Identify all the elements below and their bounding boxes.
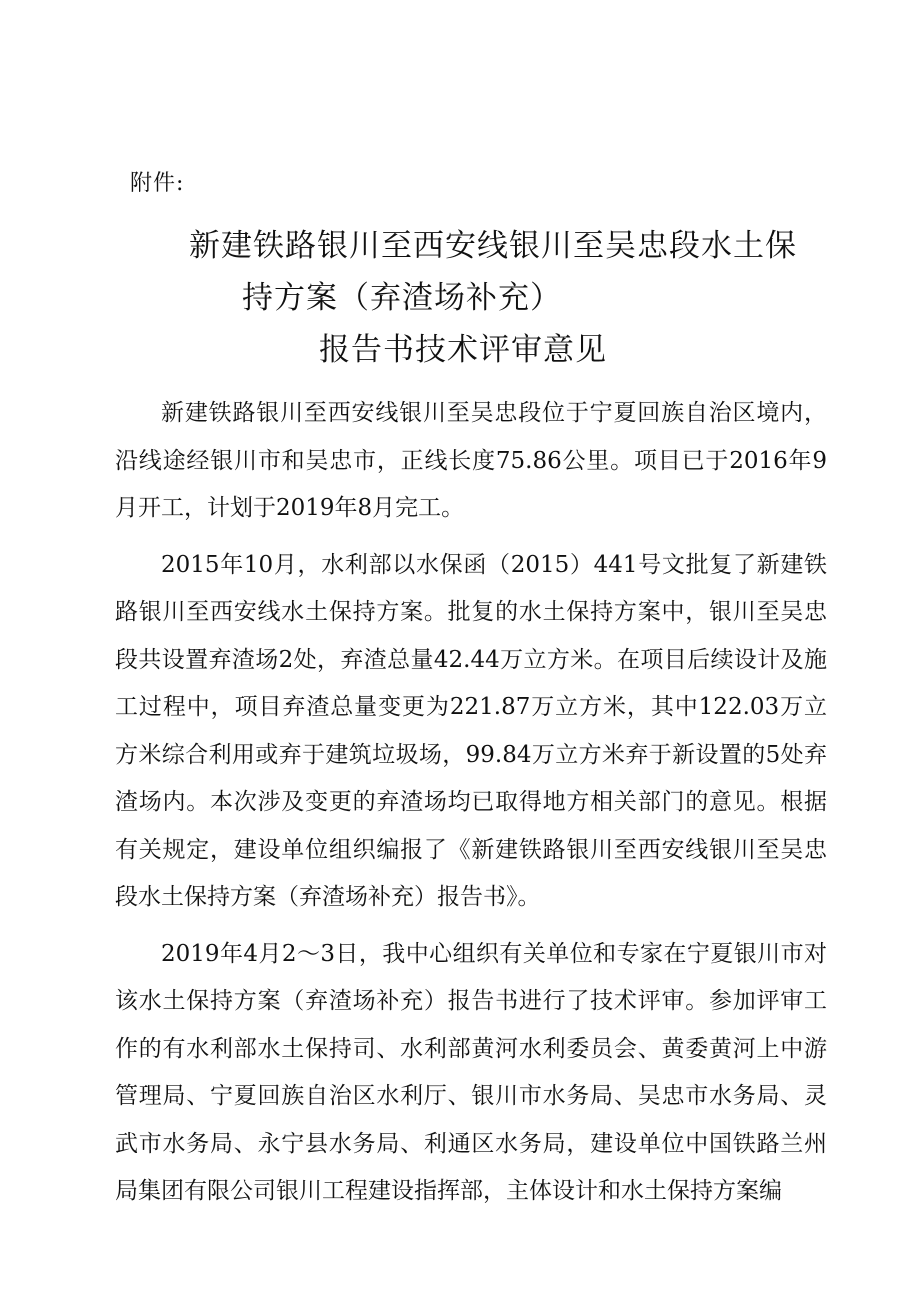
paragraph-project-overview: 新建铁路银川至西安线银川至吴忠段位于宁夏回族自治区境内，沿线途经银川市和吴忠市，正线长度75.86公里。项目已于2016年9月开工，计划于2019年8月完工。: [115, 400, 827, 521]
paragraph-review-meeting: 2019年4月2～3日，我中心组织有关单位和专家在宁夏银川市对该水土保持方案（弃渣场补充）报告书进行了技术评审。参加评审工作的有水利部水土保持司、水利部黄河水利委员会、黄委黄河上中游管理局、宁夏回族自治区水利厅、银川市水务局、吴忠市水务局、灵武市水务局、永宁县水务局、利通区水务局，建设单位中国铁路兰州局集团有限公司银川工程建设指挥部，主体设计和水土保持方案编: [115, 940, 827, 1204]
document-title-line-1: 新建铁路银川至西安线银川至吴忠段水土保: [189, 228, 797, 264]
document-title-line-2: 持方案（弃渣场补充）: [242, 280, 562, 316]
document-title-line-3: 报告书技术评审意见: [319, 332, 607, 368]
attachment-label: 附件:: [130, 171, 185, 196]
document-body: [115, 390, 827, 1225]
paragraph-approval-history: 2015年10月，水利部以水保函（2015）441号文批复了新建铁路银川至西安线水土保持方案。批复的水土保持方案中，银川至吴忠段共设置弃渣场2处，弃渣总量42.44万立方米。在项目后续设计及施工过程中，项目弃渣总量变更为221.87万立方米，其中122.03万立方米综合利用或弃于建筑垃圾场，99.84万立方米弃于新设置的5处弃渣场内。本次涉及变更的弃渣场均已取得地方相关部门的意见。根据有关规定，建设单位组织编报了《新建铁路银川至西安线银川至吴忠段水土保持方案（弃渣场补充）报告书》。: [115, 551, 827, 910]
